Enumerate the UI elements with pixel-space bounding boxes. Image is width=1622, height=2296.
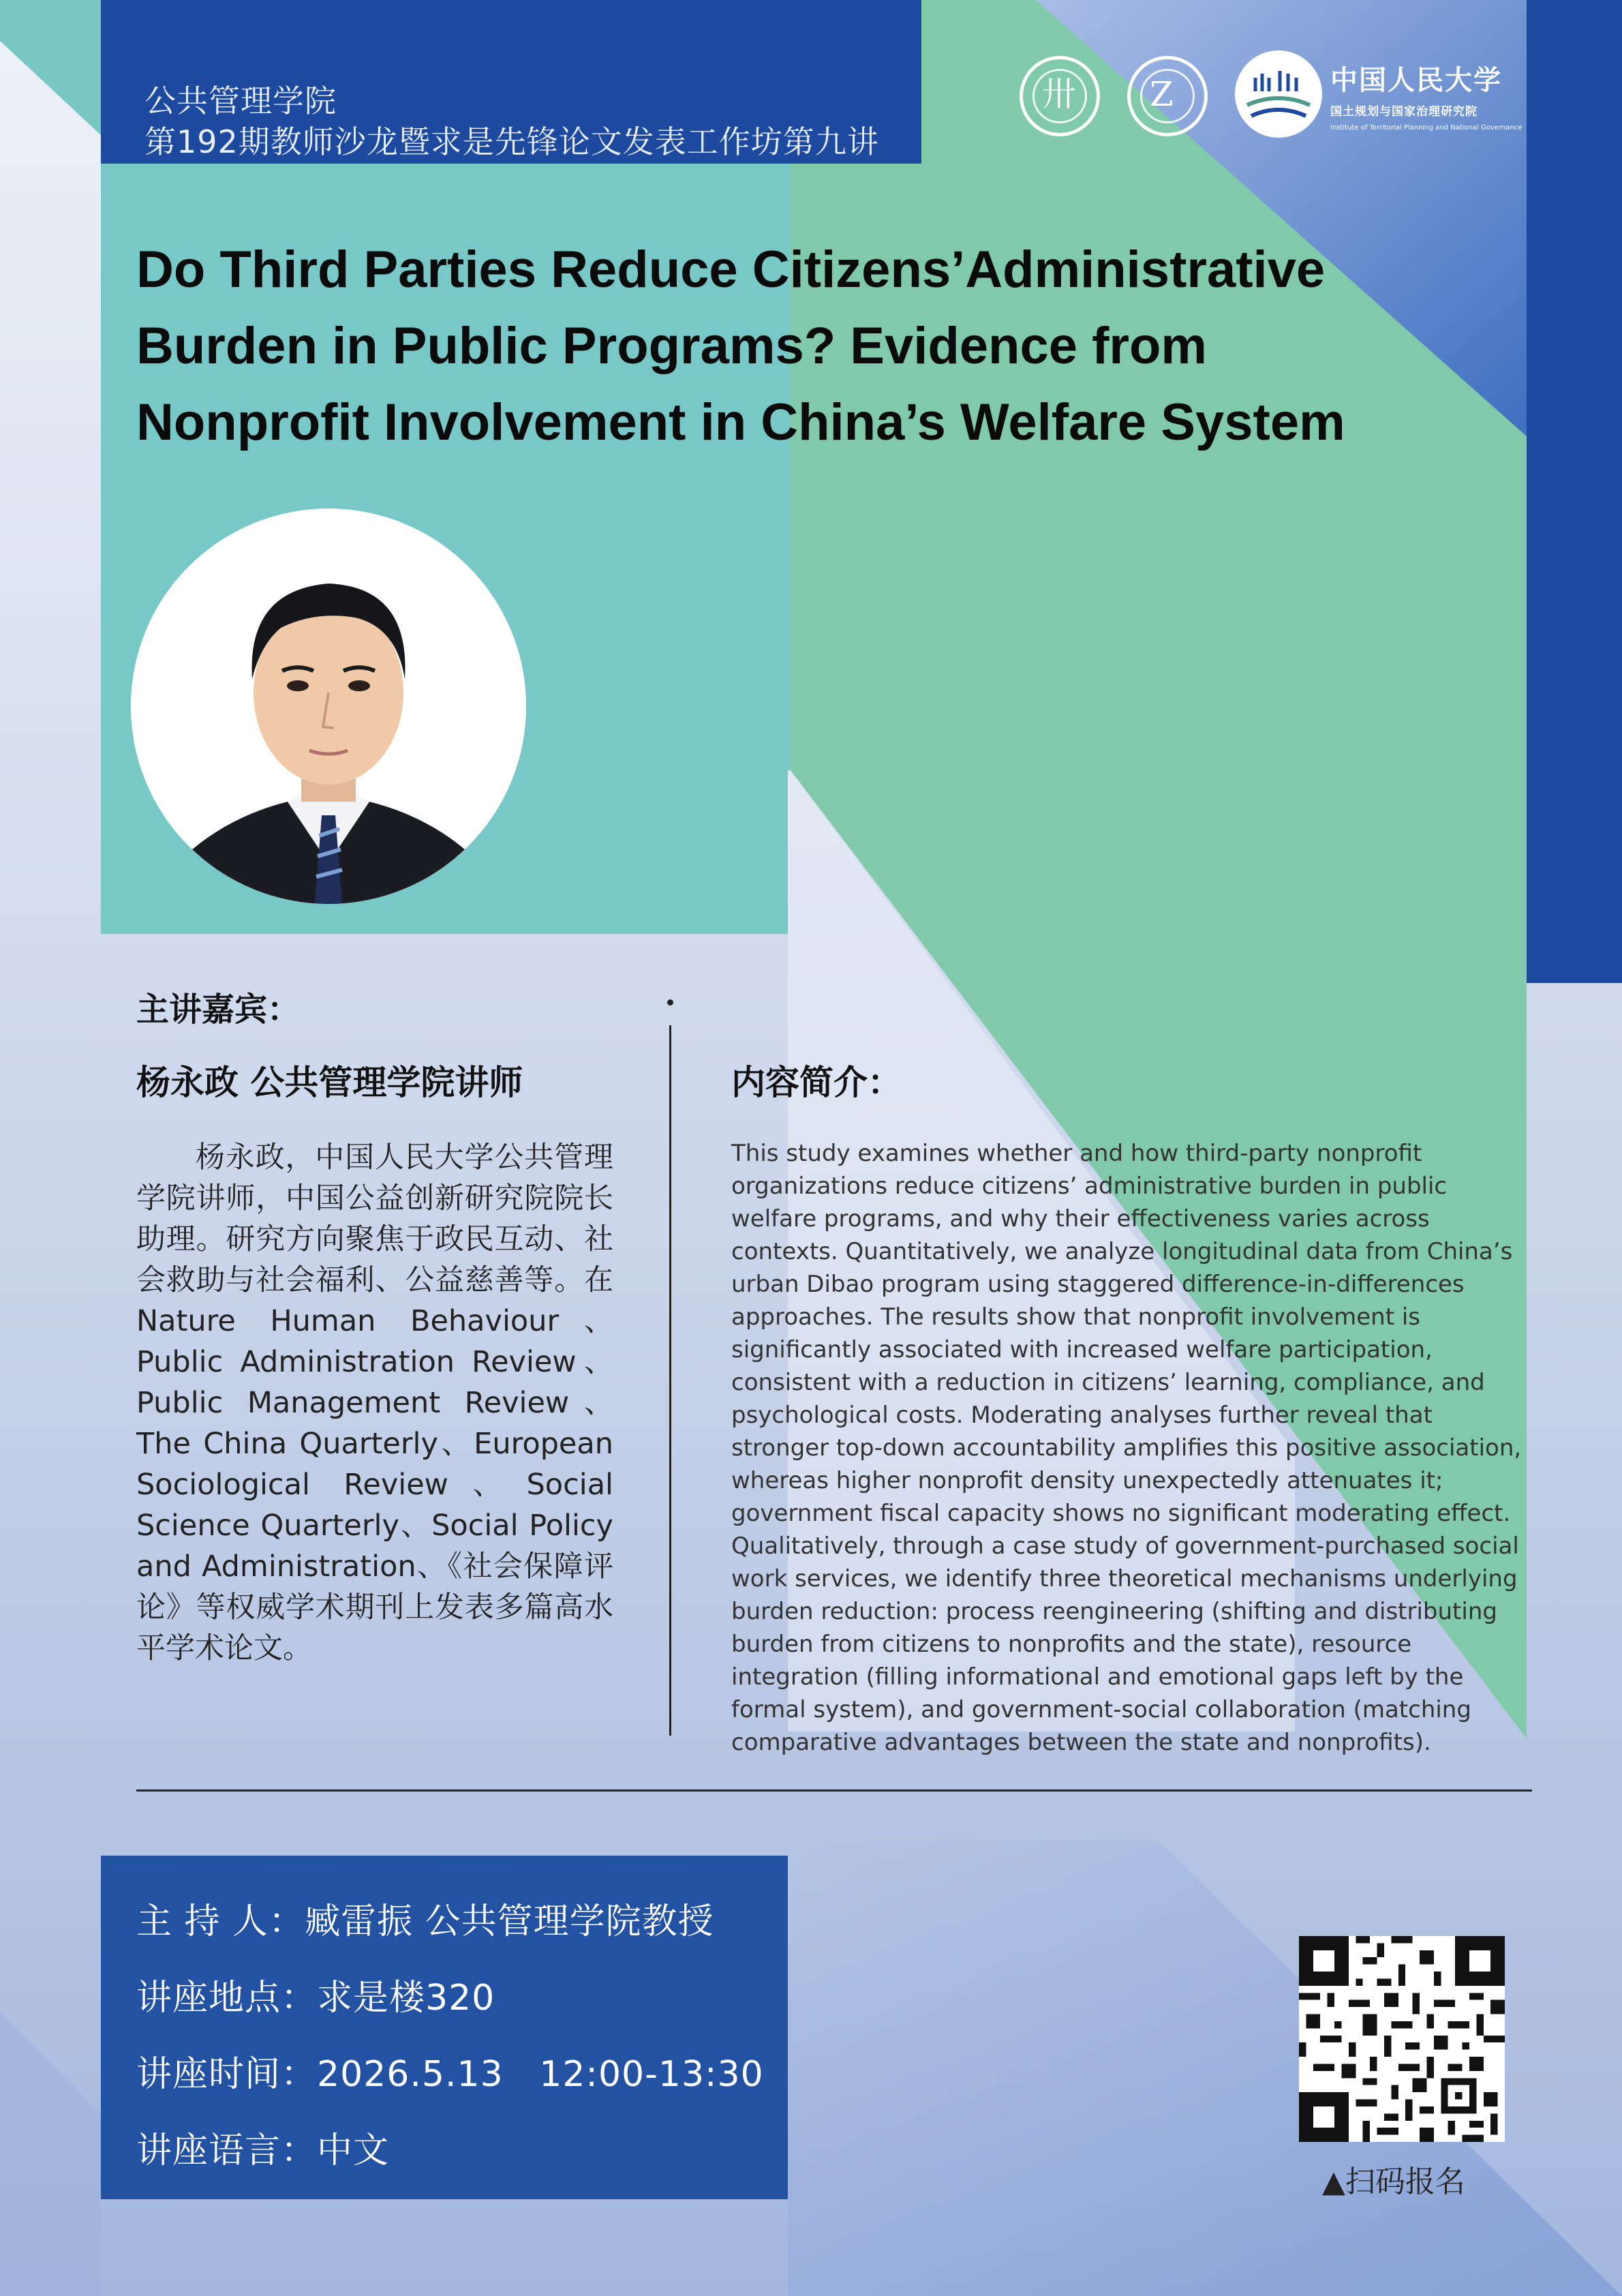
- bio-text: 杨永政，中国人民大学公共管理学院讲师，中国公益创新研究院院长助理。研究方向聚焦于政民互动、社会救助与社会福利、公益慈善等。在Nature Human Behaviour、Public Administration Review、Public Management Review、The China Quarterly、European Sociological Review、Social Science Quarterly、Social Policy and Administration、《社会保障评论》等权威学术期刊上发表多篇高水平学术论文。: [136, 1141, 613, 1665]
- institute-name-en: Institute of Territorial Planning and National Governance: [1330, 124, 1522, 132]
- seal-glyph-icon: 卅: [1042, 74, 1076, 114]
- info-key: 讲座时间：: [136, 2054, 318, 2095]
- institute-logo-icon: [1235, 50, 1322, 138]
- location-row: [136, 1969, 495, 2020]
- institute-wordmark: [1330, 59, 1522, 132]
- title-line: Nonprofit Involvement in China’s Welfare System: [136, 393, 1345, 451]
- institute-emblem-icon: [1235, 50, 1322, 138]
- lecture-title: [136, 232, 1499, 461]
- info-key: 主 持 人：: [136, 1901, 305, 1942]
- horizontal-divider: [136, 1789, 1532, 1792]
- speaker-bio: [136, 1137, 613, 1669]
- info-value: 中文: [317, 2130, 390, 2171]
- divider-dot: [667, 999, 673, 1006]
- school-seal-logo: [1127, 56, 1208, 136]
- qr-caption: ▲扫码报名: [1322, 2164, 1465, 2199]
- school-name: 公共管理学院: [144, 82, 337, 119]
- lecture-info-box: [101, 1856, 788, 2199]
- vertical-divider: [669, 1025, 671, 1736]
- info-value: 臧雷振 公共管理学院教授: [305, 1901, 714, 1942]
- speaker-photo: [131, 509, 526, 904]
- host-row: [136, 1892, 714, 1944]
- institute-name-cn: 国土规划与国家治理研究院: [1330, 105, 1478, 119]
- registration-qr-code[interactable]: [1299, 1936, 1505, 2142]
- speaker-portrait-image: [131, 509, 526, 904]
- abstract-label: 内容简介：: [731, 1063, 902, 1102]
- language-row: [136, 2121, 389, 2173]
- speaker-label: 主讲嘉宾：: [136, 991, 301, 1029]
- qr-code-icon: [1299, 1936, 1505, 2142]
- time-row: [136, 2045, 764, 2096]
- info-key: 讲座语言：: [136, 2130, 318, 2171]
- title-line: Burden in Public Programs? Evidence from: [136, 317, 1207, 375]
- event-series: 第192期教师沙龙暨求是先锋论文发表工作坊第九讲: [144, 123, 879, 160]
- university-name-cn: 中国人民大学: [1330, 65, 1502, 96]
- abstract-text: This study examines whether and how third-party nonprofit organizations reduce citizens’ administrative burden in public welfare programs, and why their effectiveness varies across contexts. Quantitatively, we analyze longitudinal data from China’s urban Dibao program using staggered difference-in-differences approaches. The results show that nonprofit involvement is significantly associated with increased welfare participation, consistent with a reduction in citizens’ learning, compliance, and psychological costs. Moderating analyses further reveal that stronger top-down accountability amplifies this positive association, whereas higher nonprofit density unexpectedly attenuates it; government fiscal capacity shows no significant moderating effect. Qualitatively, through a case study of government-purchased social work services, we identify three theoretical mechanisms underlying burden reduction: process reengineering (shifting and distributing burden from citizens to nonprofits and the state), resource integration (filling informational and emotional gaps left by the formal system), and government-social collaboration (matching comparative advantages between the state and nonprofits).: [731, 1140, 1522, 1756]
- info-value: 2026.5.13 12:00-13:30: [317, 2054, 764, 2095]
- seal-glyph-icon: Z: [1150, 74, 1174, 114]
- header-bar: [101, 0, 921, 164]
- speaker-name: 杨永政 公共管理学院讲师: [136, 1063, 523, 1102]
- info-key: 讲座地点：: [136, 1978, 318, 2019]
- university-seal-logo: [1020, 56, 1100, 136]
- info-value: 求是楼320: [317, 1978, 495, 2019]
- title-line: Do Third Parties Reduce Citizens’Administrative: [136, 241, 1326, 299]
